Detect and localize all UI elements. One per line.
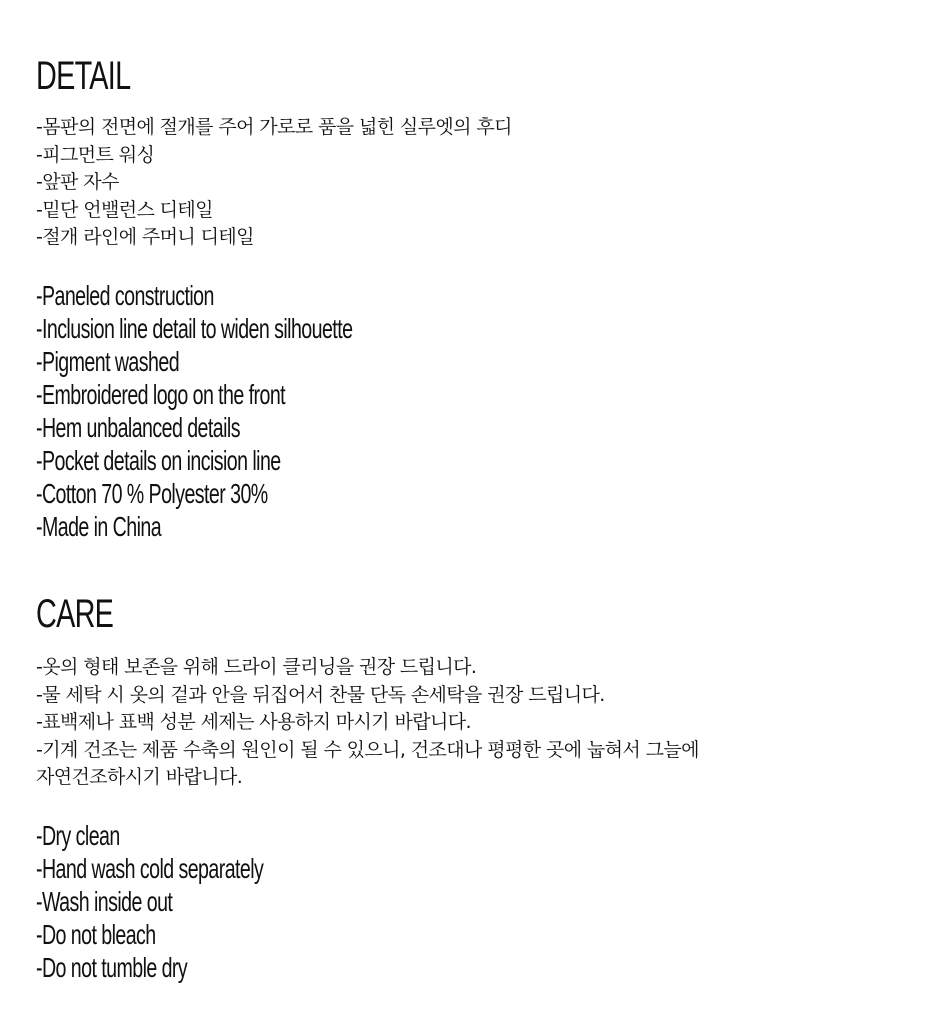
detail-heading: DETAIL: [36, 54, 131, 98]
detail-english-item: -Paneled construction: [36, 280, 214, 311]
care-korean-item: 자연건조하시기 바랍니다.: [36, 766, 243, 788]
detail-english-item: -Inclusion line detail to widen silhouette: [36, 313, 353, 344]
care-english-item: -Dry clean: [36, 820, 120, 851]
care-english-item: -Do not bleach: [36, 919, 156, 950]
detail-english-item: -Pigment washed: [36, 346, 180, 377]
detail-korean-item: -절개 라인에 주머니 디테일: [36, 226, 254, 248]
detail-english-item: -Hem unbalanced details: [36, 412, 240, 443]
detail-korean-item: -피그먼트 워싱: [36, 143, 155, 166]
care-english-list: [36, 819, 361, 984]
detail-english-item: -Made in China: [36, 511, 162, 542]
detail-english-item: -Pocket details on incision line: [36, 445, 281, 476]
detail-english-list: [36, 279, 488, 543]
detail-korean-item: -몸판의 전면에 절개를 주어 가로로 품을 넓힌 실루엣의 후디: [36, 116, 512, 138]
detail-korean-item: -밑단 언밸런스 디테일: [36, 198, 213, 221]
care-korean-item: -물 세탁 시 옷의 겉과 안을 뒤집어서 찬물 단독 손세탁을 권장 드립니다.: [36, 683, 605, 706]
care-korean-list: [36, 654, 699, 792]
detail-english-item: -Embroidered logo on the front: [36, 379, 286, 410]
care-heading: CARE: [36, 592, 114, 636]
detail-korean-list: [36, 114, 512, 252]
care-english-item: -Wash inside out: [36, 886, 173, 917]
care-korean-item: -옷의 형태 보존을 위해 드라이 클리닝을 권장 드립니다.: [36, 656, 477, 678]
care-english-item: -Hand wash cold separately: [36, 853, 264, 884]
care-english-item: -Do not tumble dry: [36, 952, 188, 983]
detail-english-item: -Cotton 70 % Polyester 30%: [36, 478, 268, 509]
detail-korean-item: -앞판 자수: [36, 171, 119, 193]
care-korean-item: -기계 건조는 제품 수축의 원인이 될 수 있으니, 건조대나 평평한 곳에 눕혀서 그늘에: [36, 738, 699, 761]
care-korean-item: -표백제나 표백 성분 세제는 사용하지 마시기 바랍니다.: [36, 711, 471, 733]
